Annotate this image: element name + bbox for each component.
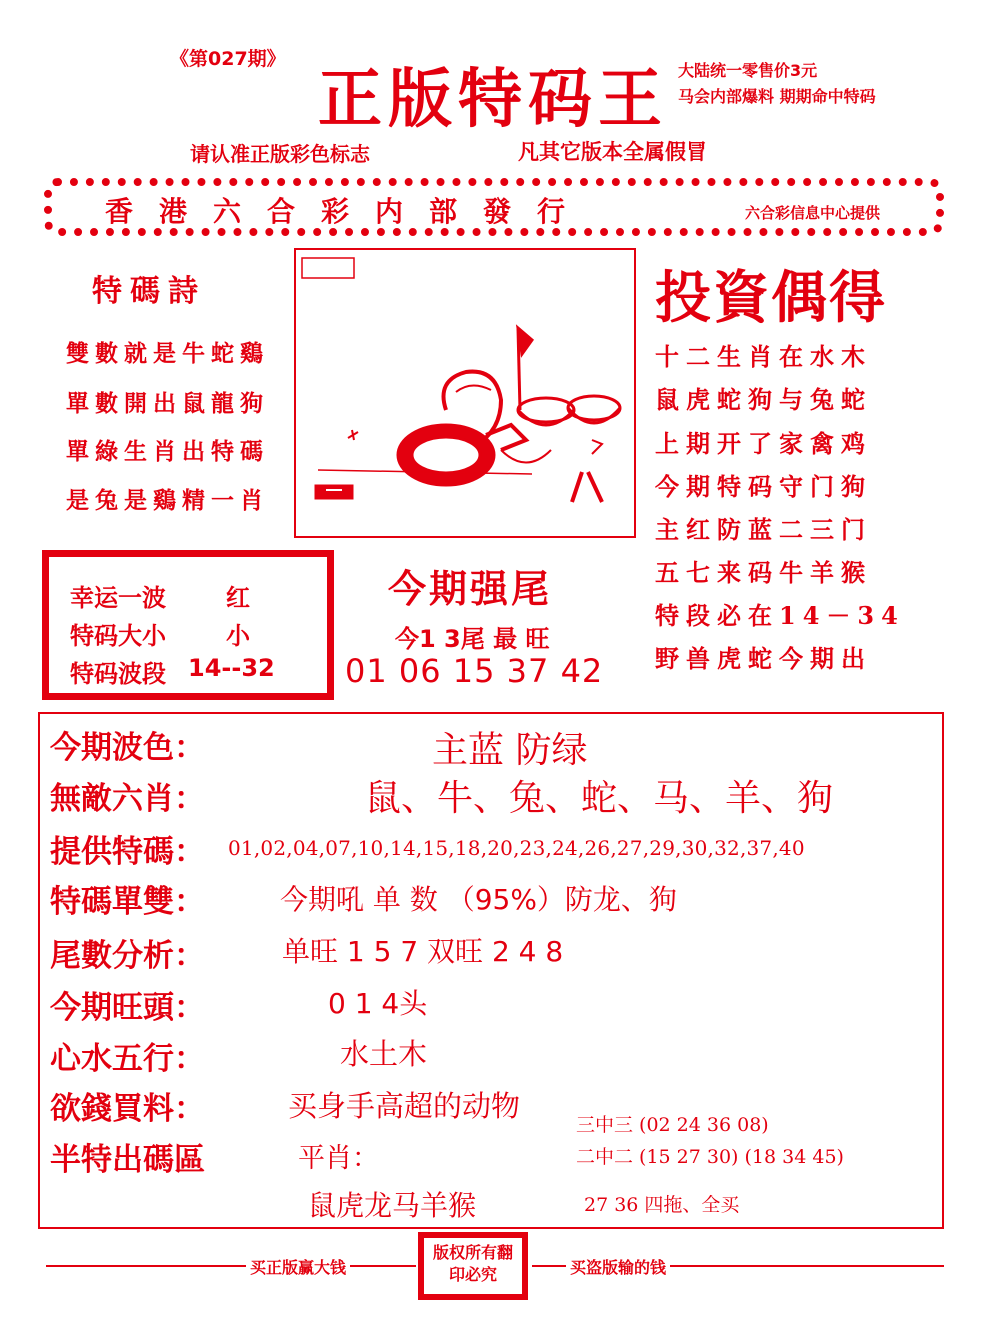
flat-zodiac-label: 平肖： bbox=[298, 1143, 379, 1174]
element-label: 心水五行： bbox=[50, 1041, 205, 1077]
flat-zodiac-value: 鼠虎龙马羊猴 bbox=[308, 1189, 477, 1222]
tail-analysis-value: 单旺 1 5 7 双旺 2 4 8 bbox=[282, 935, 564, 968]
tail-analysis-label: 尾數分析： bbox=[50, 938, 205, 974]
lucky-range-value: 14--32 bbox=[188, 654, 275, 682]
invest-line: 鼠虎蛇狗与兔蛇 bbox=[655, 385, 872, 414]
footer-divider-left bbox=[46, 1265, 416, 1267]
six-zodiac-label: 無敵六肖： bbox=[50, 781, 205, 817]
price-line-1: 大陆统一零售价3元 bbox=[678, 61, 818, 80]
footer-slogan-right: 买盗版输的钱 bbox=[566, 1255, 670, 1278]
head-value: 0 1 4头 bbox=[328, 987, 428, 1020]
drag-combo: 27 36 四拖、全买 bbox=[584, 1194, 740, 1216]
odd-even-label: 特碼單雙： bbox=[50, 884, 205, 920]
lucky-size-value: 小 bbox=[226, 622, 250, 650]
six-zodiac-value: 鼠、牛、兔、蛇、马、羊、狗 bbox=[365, 778, 834, 819]
color-value: 主蓝 防绿 bbox=[432, 730, 588, 771]
odd-even-value: 今期吼 单 数 （95%）防龙、狗 bbox=[280, 883, 677, 916]
banner-text: 香港六合彩内部發行 bbox=[105, 195, 592, 228]
invest-line: 特段必在14－34 bbox=[655, 601, 905, 630]
page-title: 正版特码王 bbox=[318, 62, 668, 137]
footer-slogan-left: 买正版赢大钱 bbox=[246, 1255, 350, 1278]
banner-credit: 六合彩信息中心提供 bbox=[745, 204, 881, 222]
lucky-range-label: 特码波段 bbox=[70, 660, 166, 688]
fake-notice: 凡其它版本全属假冒 bbox=[518, 140, 707, 164]
buy-label: 欲錢買料： bbox=[50, 1091, 205, 1127]
invest-line: 十二生肖在水木 bbox=[655, 342, 872, 371]
poem-line: 單綠生肖出特碼 bbox=[66, 438, 269, 465]
invest-line: 主红防蓝二三门 bbox=[655, 515, 872, 544]
invest-line: 五七来码牛羊猴 bbox=[655, 558, 872, 587]
half-special-label: 半特出碼區 bbox=[50, 1142, 205, 1178]
head-label: 今期旺頭： bbox=[50, 990, 205, 1026]
buy-value: 买身手高超的动物 bbox=[288, 1089, 521, 1123]
strong-tail-title: 今期强尾 bbox=[388, 566, 553, 611]
color-label: 今期波色： bbox=[50, 730, 205, 766]
three-hit-three: 三中三 (02 24 36 08) bbox=[576, 1114, 769, 1136]
riddle-illustration bbox=[294, 248, 636, 538]
special-code-label: 提供特碼： bbox=[50, 834, 205, 870]
lucky-wave-value: 红 bbox=[226, 584, 250, 612]
riddle-drawing bbox=[296, 250, 634, 536]
lucky-size-label: 特码大小 bbox=[70, 622, 166, 650]
poem-title: 特碼詩 bbox=[92, 274, 206, 309]
poem-line: 單數開出鼠龍狗 bbox=[66, 390, 269, 417]
issue-number: 《第027期》 bbox=[170, 48, 286, 70]
lucky-wave-label: 幸运一波 bbox=[70, 584, 166, 612]
invest-line: 今期特码守门狗 bbox=[655, 472, 872, 501]
copyright-text: 版权所有翻印必究 bbox=[432, 1243, 513, 1284]
invest-line: 上期开了家禽鸡 bbox=[655, 429, 872, 458]
two-hit-two: 二中二 (15 27 30) (18 34 45) bbox=[576, 1146, 844, 1168]
special-code-value: 01,02,04,07,10,14,15,18,20,23,24,26,27,29,30,32,37,40 bbox=[228, 836, 805, 860]
invest-title: 投資偶得 bbox=[655, 265, 887, 331]
invest-line: 野兽虎蛇今期出 bbox=[655, 644, 872, 673]
element-value: 水土木 bbox=[340, 1037, 428, 1071]
strong-tail-line: 今1 3尾 最 旺 bbox=[395, 625, 550, 653]
price-info bbox=[678, 58, 876, 110]
verify-notice: 请认准正版彩色标志 bbox=[190, 142, 370, 166]
strong-tail-numbers: 01 06 15 37 42 bbox=[345, 652, 604, 690]
poem-line: 是兔是鷄精一肖 bbox=[66, 487, 269, 514]
poem-line: 雙數就是牛蛇鷄 bbox=[66, 340, 269, 367]
price-line-2: 马会内部爆料 期期命中特码 bbox=[678, 87, 876, 106]
